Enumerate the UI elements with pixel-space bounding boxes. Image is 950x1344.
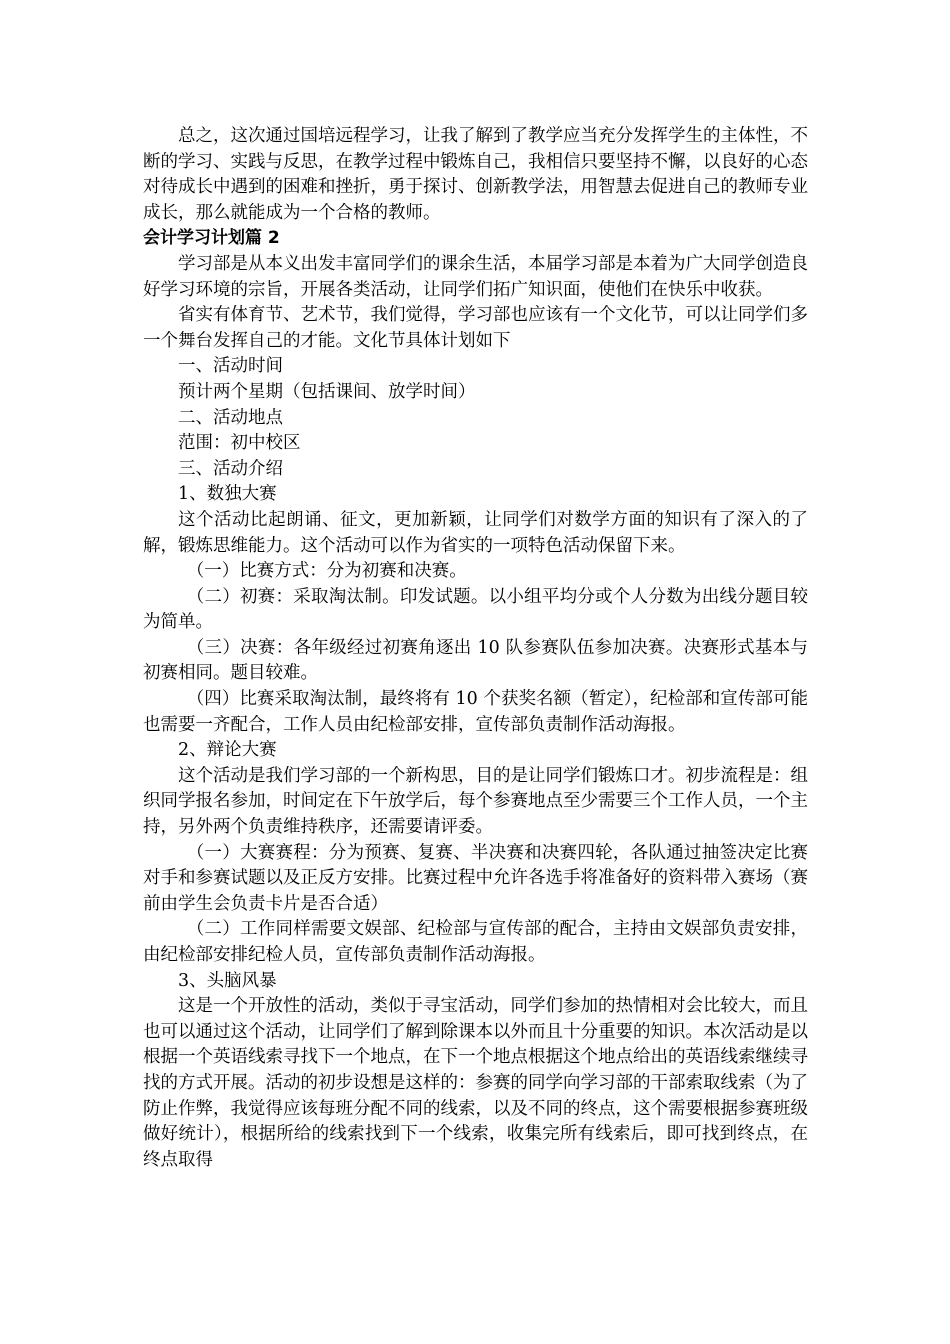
paragraph: 总之，这次通过国培远程学习，让我了解到了教学应当充分发挥学生的主体性，不断的学习、实践与反思，在教学过程中锻炼自己，我相信只要坚持不懈，以良好的心态对待成长中遇到的困难和挫折，勇于探讨、创新教学法，用智慧去促进自己的教师专业成长，那么就能成为一个合格的教师。: [143, 126, 808, 223]
sub-heading: 2、辩论大赛: [178, 740, 277, 761]
sub-heading: 1、数独大赛: [178, 484, 277, 505]
paragraph: （一）大赛赛程：分为预赛、复赛、半决赛和决赛四轮，各队通过抽签决定比赛对手和参赛试题以及正反方安排。比赛过程中允许各选手将准备好的资料带入赛场（赛前由学生会负责卡片是否合适）: [143, 842, 808, 914]
paragraph: 学习部是从本义出发丰富同学们的课余生活，本届学习部是本着为广大同学创造良好学习环境的宗旨，开展各类活动，让同学们拓广知识面，使他们在快乐中收获。: [143, 253, 808, 300]
paragraph: （一）比赛方式：分为初赛和决赛。: [186, 561, 467, 582]
list-heading: 二、活动地点: [178, 407, 283, 428]
section-heading: 会计学习计划篇 2: [143, 228, 280, 249]
paragraph: 范围：初中校区: [178, 433, 301, 454]
paragraph: （二）初赛：采取淘汰制。印发试题。以小组平均分或个人分数为出线分题目较为简单。: [143, 586, 808, 633]
paragraph: （三）决赛：各年级经过初赛角逐出 10 队参赛队伍参加决赛。决赛形式基本与初赛相同。题目较难。: [143, 637, 808, 684]
paragraph: 预计两个星期（包括课间、放学时间）: [178, 381, 476, 402]
list-heading: 三、活动介绍: [178, 458, 283, 479]
paragraph: （四）比赛采取淘汰制，最终将有 10 个获奖名额（暂定），纪检部和宣传部可能也需要一齐配合，工作人员由纪检部安排，宣传部负责制作活动海报。: [143, 689, 808, 735]
paragraph: 这是一个开放性的活动，类似于寻宝活动，同学们参加的热情相对会比较大，而且也可以通过这个活动，让同学们了解到除课本以外而且十分重要的知识。本次活动是以根据一个英语线索寻找下一个地点，在下一个地点根据这个地点给出的英语线索继续寻找的方式开展。活动的初步设想是这样的：参赛的同学向学习部的干部索取线索（为了防止作弊，我觉得应该每班分配不同的线索，以及不同的终点，这个需要根据参赛班级做好统计），根据所给的线索找到下一个线索，收集完所有线索后，即可找到终点，在终点取得: [143, 996, 808, 1170]
sub-heading: 3、头脑风暴: [178, 970, 277, 991]
paragraph: （二）工作同样需要文娱部、纪检部与宣传部的配合，主持由文娱部负责安排，由纪检部安排纪检人员，宣传部负责制作活动海报。: [143, 919, 808, 965]
paragraph: 这个活动是我们学习部的一个新构思，目的是让同学们锻炼口才。初步流程是：组织同学报名参加，时间定在下午放学后，每个参赛地点至少需要三个工作人员，一个主持，另外两个负责维持秩序，还需要请评委。: [143, 765, 808, 838]
paragraph: 省实有体育节、艺术节，我们觉得，学习部也应该有一个文化节，可以让同学们多一个舞台发挥自己的才能。文化节具体计划如下: [143, 305, 808, 351]
list-heading: 一、活动时间: [178, 356, 283, 377]
document-page: [143, 124, 808, 1173]
paragraph: 这个活动比起朗诵、征文，更加新颖，让同学们对数学方面的知识有了深入的了解，锻炼思维能力。这个活动可以作为省实的一项特色活动保留下来。: [143, 509, 808, 556]
